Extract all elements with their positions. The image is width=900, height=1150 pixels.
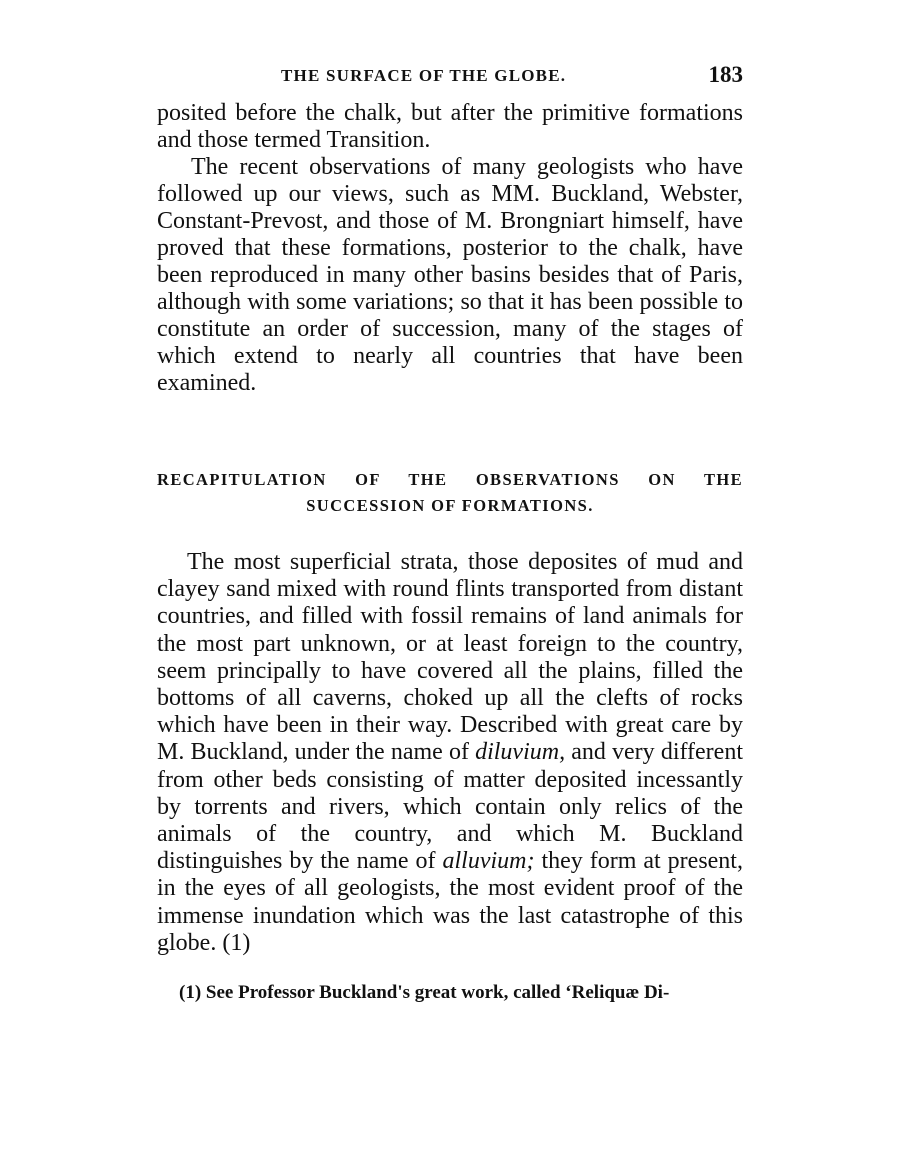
page-number: 183: [708, 62, 743, 87]
book-page: [157, 60, 743, 1005]
text-segment: they form at present, in the eyes of all geologists, the most evident proof of the immense inundation which was the last catastrophe of this globe. (1): [157, 848, 743, 956]
section-heading-line-2: SUCCESSION OF FORMATIONS.: [306, 496, 594, 515]
footnote: (1) See Professor Buckland's great work, called ‘Reliquæ Di-: [179, 982, 670, 1004]
paragraph-continued: posited before the chalk, but after the primitive formations and those termed Transition.: [157, 100, 743, 153]
paragraph-recent-observations: The recent observations of many geologists who have followed up our views, such as MM. Buckland, Webster, Constant-Prevost, and those of M. Brongniart himself, have proved that these formations, posterior to the chalk, have been reproduced in many other basins besides that of Paris, although with some variations; so that it has been possible to constitute an order of succession, many of the stages of which extend to nearly all countries that have been examined.: [157, 154, 743, 396]
running-header: [157, 60, 743, 100]
running-title: THE SURFACE OF THE GLOBE.: [281, 66, 567, 85]
paragraph-recapitulation: [157, 549, 743, 957]
term-diluvium: diluvium,: [475, 739, 566, 766]
text-segment: The most superficial strata, those deposites of mud and clayey sand mixed with round flints transported from distant countries, and filled with fossil remains of land animals for the most part unknown, or at least foreign to the country, seem principally to have covered all the plains, filled the bottoms of all caverns, choked up all the clefts of rocks which have been in their way. Described with great care by M. Buckland, under the name of: [157, 549, 743, 766]
section-heading-line-1: RECAPITULATION OF THE OBSERVATIONS ON THE: [157, 470, 743, 489]
term-alluvium: alluvium;: [442, 848, 535, 875]
text-segment: and very different from other beds consisting of matter deposited incessantly by torrents and rivers, which contain only relics of the animals of the country, and which M. Buckland distinguishes by the name of: [157, 739, 743, 875]
section-heading: [157, 467, 743, 519]
